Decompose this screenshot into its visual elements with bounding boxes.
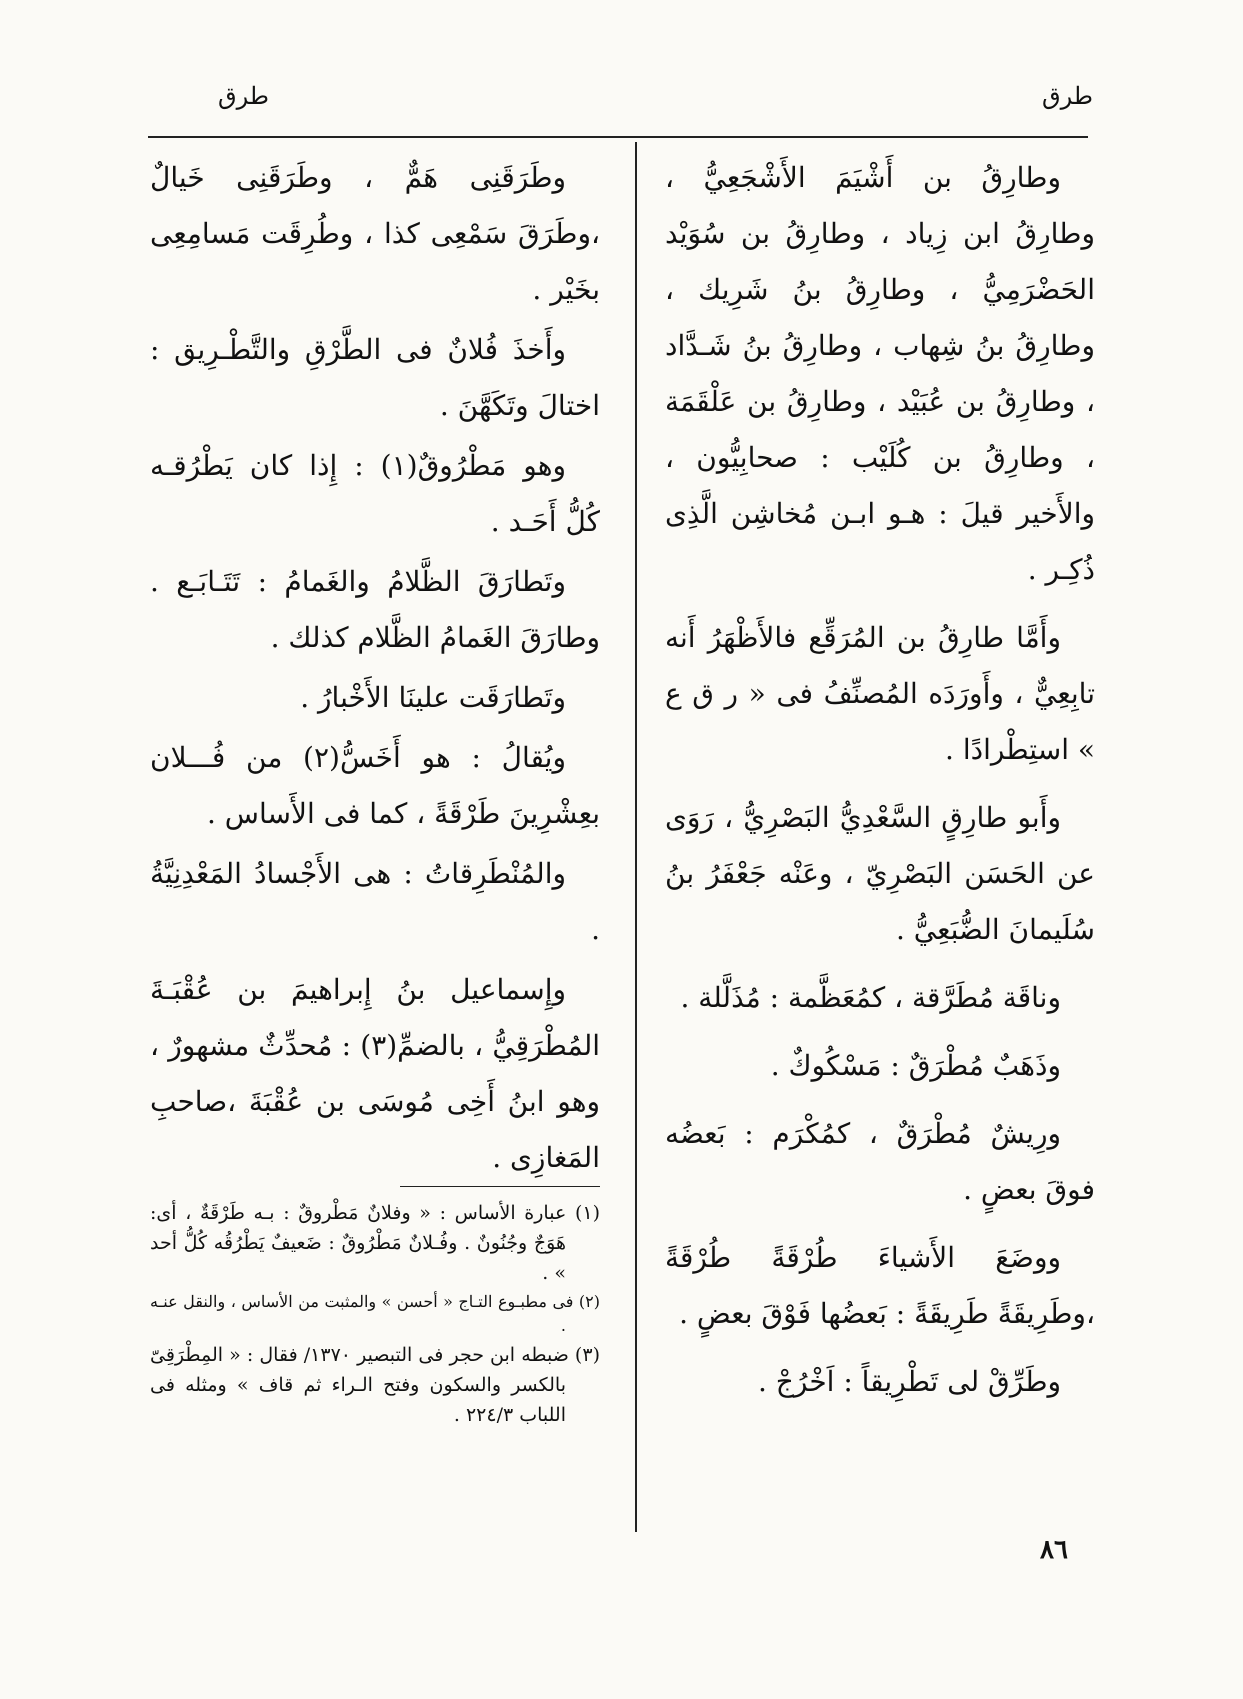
header-rule xyxy=(148,136,1088,138)
paragraph: وإِسماعيل بنُ إِبراهيمَ بن عُقْبَـةَ المُطْرَقِيُّ ، بالضمِّ(٣) : مُحدِّثٌ مشهورٌ ، وهو ابنُ أَخِى مُوسَى بن عُقْبَةَ ،صاحبِ المَغازِى . xyxy=(150,973,600,1174)
column-divider xyxy=(635,142,637,1532)
footnote-1: (١) عبارة الأساس : « وفلانٌ مَطْروقٌ : بـه طَرْقَةٌ ، أى: هَوَجٌ وجُنُونٌ . وفُـلانٌ مَطْرُوقٌ : ضَعيفٌ يَطْرُقُه كُلُّ أحد » . xyxy=(150,1202,600,1284)
paragraph: ورِيشٌ مُطْرَقٌ ، كمُكْرَم : بَعضُه فوقَ بعضٍ . xyxy=(665,1117,1095,1206)
paragraph: وأَبو طارِقٍ السَّعْدِيُّ البَصْرِيُّ ، رَوَى عن الحَسَن البَصْرِيّ ، وعَنْه جَعْفَرُ بنُ سُلَيمانَ الضُّبَعِيُّ . xyxy=(665,801,1095,946)
paragraph: وناقَة مُطَرَّقة ، كمُعَظَّمة : مُذَلَّلة . xyxy=(680,981,1061,1014)
header-right-word: طرق xyxy=(1042,82,1093,110)
paragraph: وطارِقُ بن أَشْيَمَ الأَشْجَعِيُّ ، وطارِقُ ابن زِياد ، وطارِقُ بن سُوَيْد الحَضْرَمِيُّ ، وطارِقُ بنُ شَرِيك ، وطارِقُ بنُ شِهاب ، وطارِقُ بنُ شَـدَّاد ، وطارِقُ بن عُبَيْد ، وطارِقُ بن عَلْقَمَة ، وطارِقُ بن كُلَيْب : صحابِيُّون ، والأَخير قيلَ : هـو ابـن مُخاشِن الَّذِى ذُكِـر . xyxy=(665,161,1095,586)
paragraph: وطَرِّقْ لى تَطْرِيقاً : اَخْرُجْ . xyxy=(758,1365,1061,1398)
footnotes xyxy=(150,1198,600,1432)
footnote-3: (٣) ضبطه ابن حجر فى التبصير ١٣٧٠/ فقال : « المِطْرَقِىّ بالكسر والسكون وفتح الـراء ثم قاف » ومثله فى اللباب ٢٢٤/٣ . xyxy=(150,1344,600,1426)
paragraph: ويُقالُ : هو أَخَسُّ(٢) من فُـــلان بعِشْرِينَ طَرْقَةً ، كما فى الأَساس . xyxy=(150,741,600,830)
footnote-rule xyxy=(400,1186,600,1187)
header-left-word: طرق xyxy=(218,82,269,110)
paragraph: وتَطارَقَ الظَّلامُ والغَمامُ : تَتَـابَـع . وطارَقَ الغَمامُ الظَّلام كذلك . xyxy=(150,565,600,654)
paragraph: وطَرَقَنِى هَمٌّ ، وطَرَقَنِى خَيالٌ ،وطَرَقَ سَمْعِى كذا ، وطُرِقَت مَسامِعِى بخَيْر . xyxy=(150,161,600,306)
footnote-2: (٢) فى مطبـوع التـاج « أحسن » والمثبت من الأساس ، والنقل عنـه . xyxy=(150,1292,600,1335)
paragraph: وذَهَبٌ مُطْرَقٌ : مَسْكُوكٌ . xyxy=(770,1049,1061,1082)
paragraph: ووضَعَ الأَشياءَ طُرْقَةً طُرْقَةً ،وطَرِيقَةً طَرِيقَةً : بَعضُها فَوْقَ بعضٍ . xyxy=(665,1241,1095,1330)
paragraph: والمُنْطَرِقاتُ : هى الأَجْسادُ المَعْدِنِيَّةُ . xyxy=(150,857,600,946)
paragraph: وأَمَّا طارِقُ بن المُرَقِّع فالأَظْهَرُ أَنه تابِعِيٌّ ، وأَورَدَه المُصنِّفُ فى « ر ق ع » استِطْرادًا . xyxy=(665,621,1095,766)
left-column xyxy=(150,150,600,1190)
paragraph: وهو مَطْرُوقٌ(١) : إِذا كان يَطْرُقـه كُلُّ أَحَـد . xyxy=(150,449,600,538)
paragraph: وتَطارَقَت علينَا الأَخْبارُ . xyxy=(300,681,566,714)
right-column xyxy=(665,150,1095,1422)
page-number: ٨٦ xyxy=(1040,1535,1068,1565)
paragraph: وأَخذَ فُلانٌ فى الطَّرْقِ والتَّطْـرِيق : اختالَ وتَكَهَّنَ . xyxy=(150,333,600,422)
